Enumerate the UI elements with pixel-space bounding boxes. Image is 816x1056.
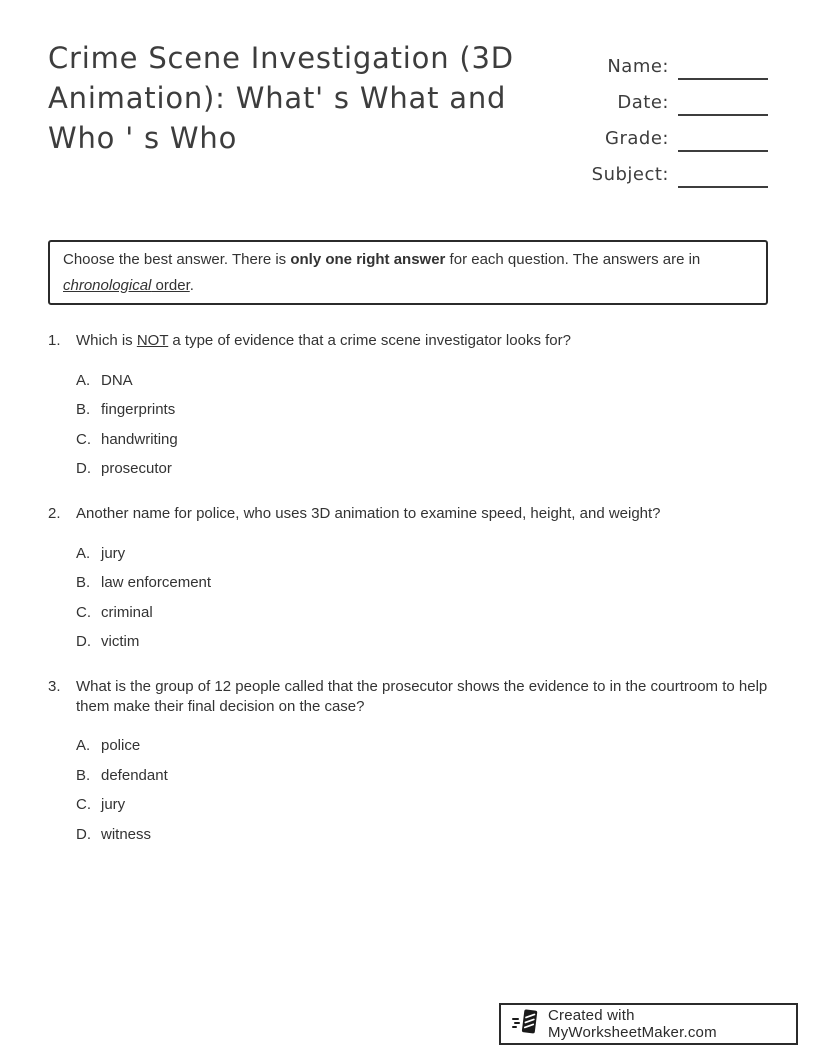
question-1-options (76, 371, 768, 479)
question-1-number: 1. (48, 332, 61, 349)
title-line-3: Who ' s Who (48, 121, 238, 155)
question-2 (48, 504, 768, 651)
option-1d-text: prosecutor (101, 460, 172, 477)
instructions-middle: for each question. The answers are in (445, 251, 701, 268)
option-3b-text: defendant (101, 766, 168, 784)
option-1b-letter: B. (76, 401, 91, 418)
name-label: Name: (607, 56, 669, 77)
question-2-number: 2. (48, 505, 61, 522)
option-1c-letter: C. (76, 430, 91, 448)
option-1d (76, 459, 768, 478)
option-2b (76, 573, 768, 592)
option-3a-text: police (101, 737, 141, 754)
question-3 (48, 677, 768, 844)
option-2c (76, 603, 768, 622)
grade-field-row (568, 118, 768, 154)
credit-badge (499, 1003, 798, 1045)
question-1-row (48, 331, 768, 351)
option-2d (76, 632, 768, 651)
instructions-end: . (189, 277, 194, 294)
worksheet-title (48, 38, 568, 190)
question-1 (48, 331, 768, 478)
instructions-italic-underlined: chronological (63, 277, 152, 294)
option-1b-text: fingerprints (101, 401, 176, 418)
question-2-text: Another name for police, who uses 3D animation to examine speed, height, and weight? (76, 505, 661, 522)
question-1-text-underlined: NOT (136, 332, 169, 349)
title-line-2: Animation): What' s What and (48, 81, 507, 115)
option-1d-letter: D. (76, 460, 91, 477)
instructions-underlined: order (151, 277, 190, 294)
option-2c-text: criminal (101, 603, 153, 621)
option-3c (76, 795, 768, 814)
flying-worksheet-icon (512, 1008, 539, 1041)
question-1-text-before: Which is (76, 332, 137, 349)
option-1a-letter: A. (76, 371, 91, 389)
instructions-bold: only one right answer (290, 251, 446, 268)
name-field-row (568, 46, 768, 82)
subject-field-row (568, 154, 768, 190)
option-2a (76, 544, 768, 563)
question-3-text: What is the group of 12 people called that the prosecutor shows the evidence to in the courtroom to help them make their final decision on the case? (76, 678, 768, 715)
option-1a-text: DNA (101, 371, 133, 389)
question-1-text-after: a type of evidence that a crime scene investigator looks for? (168, 332, 571, 349)
option-2a-letter: A. (76, 544, 91, 562)
option-1a (76, 371, 768, 390)
option-3b-letter: B. (76, 766, 91, 784)
credit-text: Created with MyWorksheetMaker.com (548, 1007, 717, 1041)
question-list (48, 331, 768, 844)
title-line-1: Crime Scene Investigation (3D (48, 41, 514, 75)
option-3d (76, 825, 768, 844)
header (0, 38, 816, 190)
grade-label: Grade: (605, 128, 669, 149)
option-1b (76, 400, 768, 419)
subject-label: Subject: (591, 164, 669, 185)
option-3a (76, 736, 768, 755)
name-blank-line (678, 78, 768, 80)
question-2-options (76, 544, 768, 652)
option-3d-text: witness (101, 825, 152, 843)
option-2d-text: victim (101, 633, 140, 650)
option-2d-letter: D. (76, 633, 91, 650)
option-3d-letter: D. (76, 825, 91, 843)
option-2b-text: law enforcement (101, 574, 212, 591)
question-3-row (48, 677, 768, 716)
student-info-fields (568, 46, 768, 190)
question-1-text (76, 331, 768, 351)
option-1c-text: handwriting (101, 430, 178, 448)
grade-blank-line (678, 150, 768, 152)
option-3b (76, 766, 768, 785)
date-label: Date: (617, 92, 669, 113)
option-3a-letter: A. (76, 737, 91, 754)
instructions-start: Choose the best answer. There is (63, 251, 291, 268)
question-3-number: 3. (48, 678, 61, 695)
option-1c (76, 430, 768, 449)
instructions-box (48, 240, 768, 305)
option-3c-text: jury (101, 796, 126, 813)
question-3-options (76, 736, 768, 844)
subject-blank-line (678, 186, 768, 188)
option-3c-letter: C. (76, 796, 91, 813)
option-2c-letter: C. (76, 603, 91, 621)
option-2b-letter: B. (76, 574, 91, 591)
date-blank-line (678, 114, 768, 116)
option-2a-text: jury (101, 544, 126, 562)
date-field-row (568, 82, 768, 118)
question-2-row (48, 504, 768, 524)
instructions-text (63, 247, 753, 299)
